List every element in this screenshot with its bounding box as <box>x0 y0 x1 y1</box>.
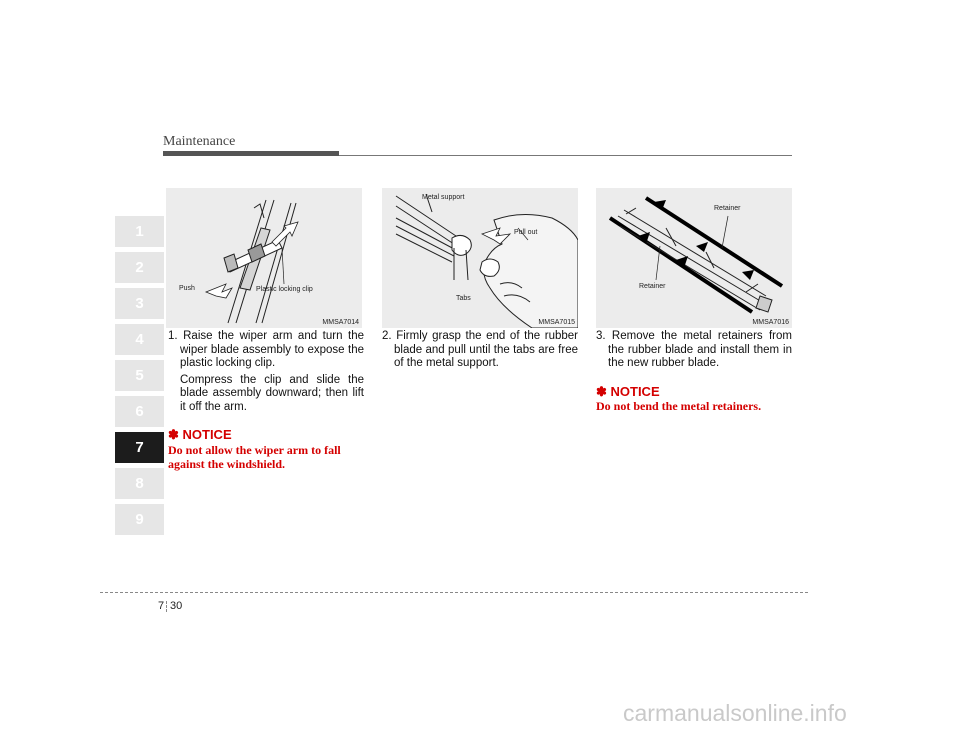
chapter-tab-3[interactable]: 3 <box>115 288 164 319</box>
chapter-tab-9[interactable]: 9 <box>115 504 164 535</box>
step-1-extra: Compress the clip and slide the blade assembly downward; then lift it off the arm. <box>180 373 364 413</box>
figure-code: MMSA7014 <box>322 319 359 326</box>
step-3-column <box>596 330 792 413</box>
label-pull-out: Pull out <box>514 229 538 236</box>
step-1-column <box>168 330 364 471</box>
footer-page-number: 30 <box>170 600 183 612</box>
label-retainer-bottom: Retainer <box>639 283 666 290</box>
notice-heading: ✽ NOTICE <box>596 383 660 399</box>
chapter-tabs <box>115 216 165 540</box>
notice-heading: ✽ NOTICE <box>168 427 232 442</box>
chapter-tab-7[interactable]: 7 <box>115 432 164 463</box>
watermark: carmanualsonline.info <box>623 700 847 726</box>
section-title: Maintenance <box>163 134 236 149</box>
figure-code: MMSA7016 <box>752 319 789 326</box>
chapter-tab-4[interactable]: 4 <box>115 324 164 355</box>
notice-body: Do not allow the wiper arm to fall against the windshield. <box>168 442 341 471</box>
chapter-tab-6[interactable]: 6 <box>115 396 164 427</box>
notice-body: Do not bend the metal retainers. <box>596 399 762 413</box>
label-push: Push <box>179 285 195 292</box>
header-rule <box>339 155 792 156</box>
wiper-arm-illustration <box>166 188 362 328</box>
figure-metal-retainers <box>596 188 792 328</box>
footer-divider <box>166 601 167 612</box>
step-2-text: 2. Firmly grasp the end of the rubber blade and pull until the tabs are free of the metal support. <box>382 330 578 369</box>
header-bar <box>163 151 339 156</box>
figure-rubber-blade <box>382 188 578 328</box>
retainer-illustration <box>596 188 792 328</box>
label-plastic-locking-clip: Plastic locking clip <box>256 286 313 293</box>
chapter-tab-5[interactable]: 5 <box>115 360 164 391</box>
chapter-tab-8[interactable]: 8 <box>115 468 164 499</box>
step-1-text: 1. Raise the wiper arm and turn the wiper blade assembly to expose the plastic locking clip. <box>168 330 364 369</box>
figure-code: MMSA7015 <box>538 319 575 326</box>
rubber-blade-illustration <box>382 188 578 328</box>
footer-section-number: 7 <box>158 600 165 612</box>
chapter-tab-2[interactable]: 2 <box>115 252 164 283</box>
step-3-text: 3. Remove the metal retainers from the rubber blade and install them in the new rubber blade. <box>596 330 792 369</box>
step-2-column <box>382 330 578 371</box>
chapter-tab-1[interactable]: 1 <box>115 216 164 247</box>
footer-rule <box>100 592 808 593</box>
label-retainer-top: Retainer <box>714 205 741 212</box>
label-tabs: Tabs <box>456 295 471 302</box>
figure-wiper-clip <box>166 188 362 328</box>
label-metal-support: Metal support <box>422 194 465 201</box>
